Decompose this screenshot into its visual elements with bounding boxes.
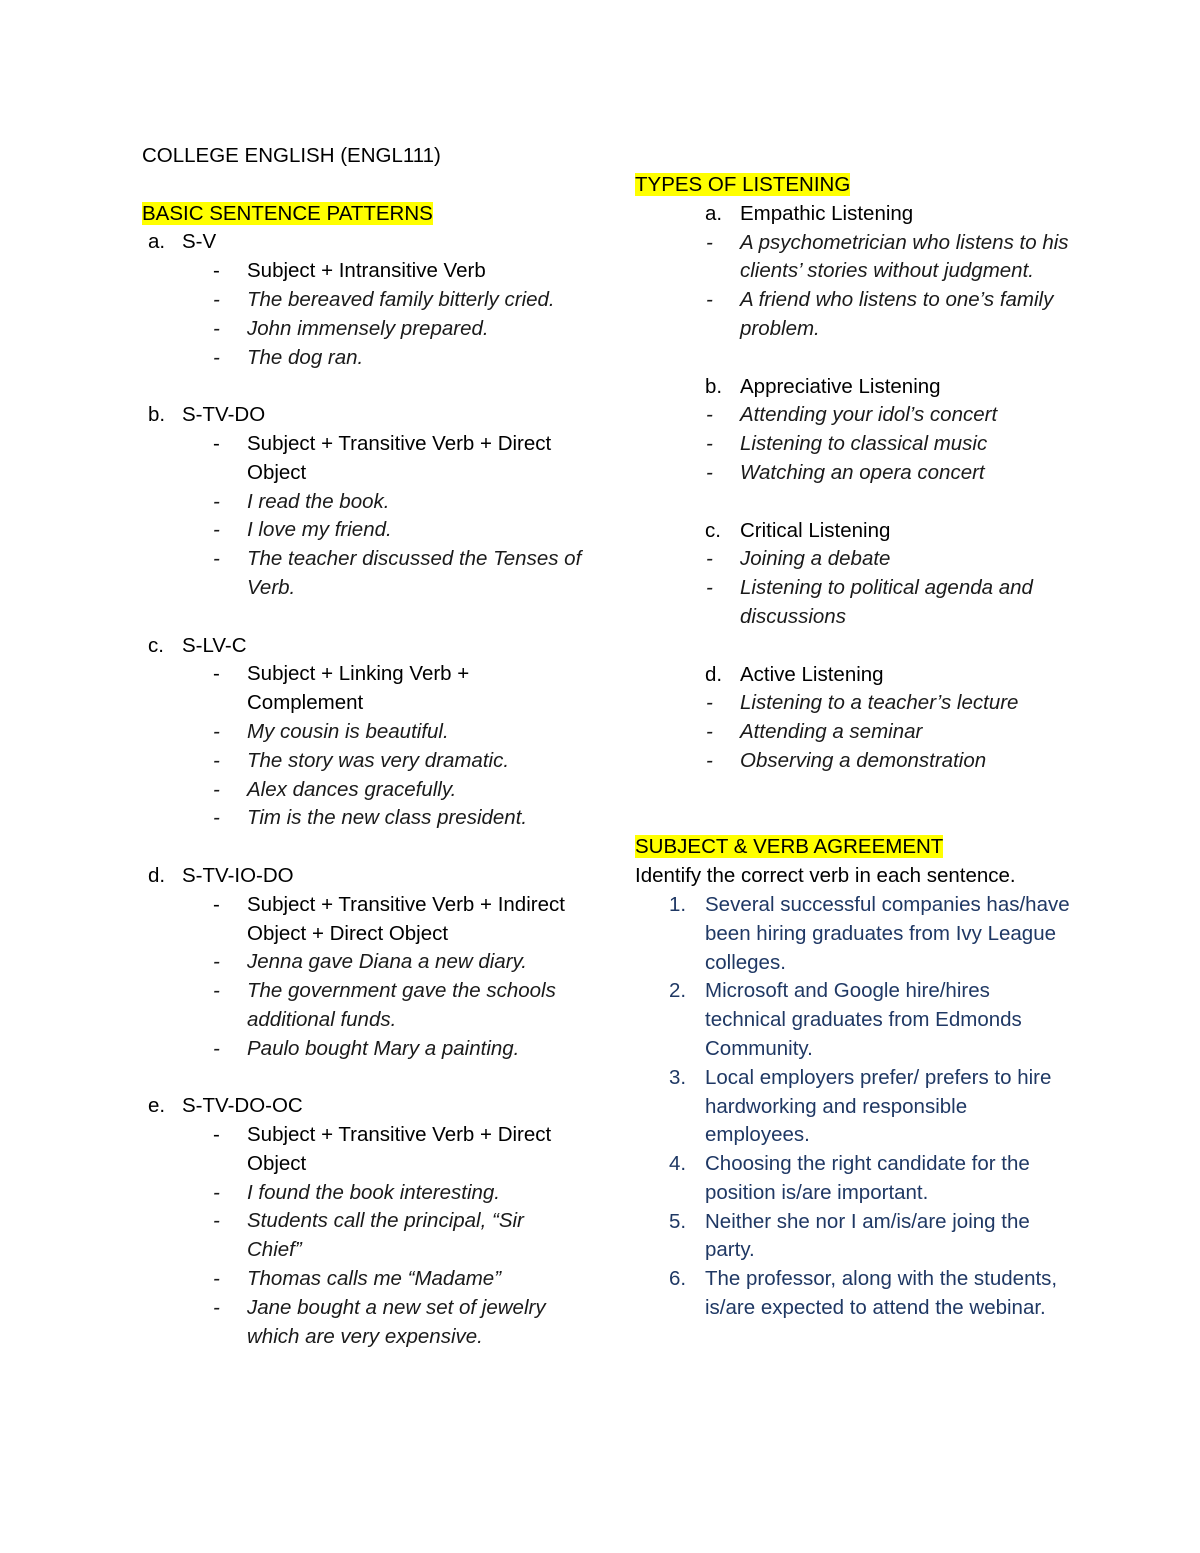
example-text: The dog ran. [247, 345, 364, 369]
example-text: I love my friend. [247, 518, 392, 542]
example-item [706, 430, 1075, 459]
listening-group-a [635, 200, 1075, 344]
spacer [635, 805, 1075, 834]
dash-bullet: - [213, 259, 220, 283]
dash-bullet: - [706, 460, 713, 484]
dash-bullet: - [213, 662, 220, 686]
spacer [635, 344, 1075, 373]
agreement-item [669, 891, 1075, 977]
example-item [706, 286, 1075, 344]
pattern-name [142, 862, 582, 891]
dash-bullet: - [706, 230, 713, 254]
pattern-items [142, 257, 582, 372]
formula-text: Subject + Intransitive Verb [247, 259, 486, 283]
spacer [635, 632, 1075, 661]
listening-examples [635, 545, 1075, 631]
left-column [142, 142, 582, 1351]
listening-type-label: Appreciative Listening [740, 374, 941, 398]
spacer [142, 372, 582, 401]
dash-bullet: - [213, 316, 220, 340]
pattern-items [142, 430, 582, 603]
section-heading-sentence-patterns [142, 200, 582, 229]
pattern-items [142, 1121, 582, 1351]
example-text: Attending a seminar [740, 720, 923, 744]
example-item [213, 977, 582, 1035]
list-letter: b. [705, 374, 723, 398]
section-heading-agreement [635, 833, 1075, 862]
item-text: Local employers prefer/ prefers to hire hardworking and responsible employees. [705, 1065, 1052, 1147]
spacer [142, 603, 582, 632]
pattern-formula [213, 891, 582, 949]
item-number: 2. [669, 979, 687, 1003]
listening-type [635, 373, 1075, 402]
listening-type [635, 661, 1075, 690]
list-letter: b. [148, 403, 166, 427]
document-title: COLLEGE ENGLISH (ENGL111) [142, 144, 441, 167]
spacer [142, 171, 582, 200]
example-item [213, 1179, 582, 1208]
example-text: The teacher discussed the Tenses of Verb. [247, 547, 582, 599]
example-item [213, 286, 582, 315]
example-item [706, 545, 1075, 574]
dash-bullet: - [213, 806, 220, 830]
item-text: Neither she nor I am/is/are joing the party. [705, 1209, 1030, 1262]
dash-bullet: - [213, 892, 220, 916]
listening-group-c [635, 517, 1075, 632]
pattern-items [142, 891, 582, 1064]
example-text: Students call the principal, “Sir Chief” [247, 1209, 524, 1262]
listening-examples [635, 401, 1075, 487]
list-letter: e. [148, 1094, 166, 1118]
example-text: Attending your idol’s concert [740, 403, 998, 427]
list-letter: a. [705, 201, 723, 225]
dash-bullet: - [213, 719, 220, 743]
example-item [706, 401, 1075, 430]
agreement-item [669, 1208, 1075, 1266]
highlighted-heading-text: BASIC SENTENCE PATTERNS [142, 201, 433, 225]
section-heading-listening [635, 171, 1075, 200]
pattern-label: S-TV-DO [182, 403, 266, 427]
highlighted-heading-text: TYPES OF LISTENING [635, 173, 851, 196]
pattern-name [142, 632, 582, 661]
pattern-formula [213, 660, 582, 718]
formula-text: Subject + Transitive Verb + Indirect Object + Direct Object [247, 892, 565, 945]
example-item [706, 574, 1075, 632]
item-text: Choosing the right candidate for the position is/are important. [705, 1152, 1030, 1204]
example-item [213, 1207, 582, 1265]
pattern-group-c [142, 632, 582, 834]
pattern-group-a [142, 228, 582, 372]
example-text: Listening to classical music [740, 432, 988, 456]
listening-type-label: Active Listening [740, 662, 884, 686]
item-number: 4. [669, 1152, 687, 1176]
example-item [213, 1265, 582, 1294]
spacer [635, 488, 1075, 517]
dash-bullet: - [213, 489, 220, 513]
listening-examples [635, 689, 1075, 775]
dash-bullet: - [706, 748, 713, 772]
formula-text: Subject + Transitive Verb + Direct Object [247, 1123, 552, 1175]
pattern-name [142, 401, 582, 430]
dash-bullet: - [213, 1209, 220, 1233]
dash-bullet: - [706, 720, 713, 744]
example-item [213, 344, 582, 373]
example-text: The government gave the schools additional funds. [247, 979, 556, 1031]
pattern-label: S-LV-C [182, 633, 247, 657]
dash-bullet: - [213, 287, 220, 311]
dash-bullet: - [706, 288, 713, 312]
dash-bullet: - [213, 950, 220, 974]
dash-bullet: - [706, 403, 713, 427]
example-item [213, 545, 582, 603]
agreement-instruction: Identify the correct verb in each sentence. [635, 864, 1016, 888]
agreement-item [669, 977, 1075, 1063]
agreement-item [669, 1265, 1075, 1323]
agreement-item [669, 1064, 1075, 1150]
example-text: Observing a demonstration [740, 748, 987, 772]
example-item [706, 459, 1075, 488]
example-text: I read the book. [247, 489, 390, 513]
dash-bullet: - [213, 345, 220, 369]
example-text: Joining a debate [740, 547, 891, 571]
dash-bullet: - [213, 431, 220, 455]
dash-bullet: - [213, 547, 220, 571]
example-text: Thomas calls me “Madame” [247, 1267, 502, 1291]
example-text: Alex dances gracefully. [247, 777, 457, 801]
listening-examples [635, 229, 1075, 344]
listening-type-label: Empathic Listening [740, 201, 914, 225]
dash-bullet: - [213, 1123, 220, 1147]
example-item [213, 1294, 582, 1352]
example-text: A psychometrician who listens to his clients’ stories without judgment. [740, 230, 1069, 283]
example-text: Jenna gave Diana a new diary. [247, 950, 527, 974]
example-item [706, 747, 1075, 776]
example-item [213, 1035, 582, 1064]
example-text: Listening to a teacher’s lecture [740, 691, 1019, 715]
listening-type [635, 200, 1075, 229]
item-number: 1. [669, 892, 687, 916]
item-number: 5. [669, 1209, 687, 1233]
listening-type [635, 517, 1075, 546]
example-item [213, 488, 582, 517]
right-column [635, 171, 1075, 1323]
dash-bullet: - [706, 432, 713, 456]
item-number: 3. [669, 1065, 687, 1089]
spacer [142, 1064, 582, 1093]
pattern-formula [213, 1121, 582, 1179]
dash-bullet: - [213, 1267, 220, 1291]
example-item [213, 776, 582, 805]
pattern-group-e [142, 1092, 582, 1351]
pattern-label: S-TV-DO-OC [182, 1094, 303, 1118]
example-item [213, 516, 582, 545]
dash-bullet: - [213, 1295, 220, 1319]
listening-group-d [635, 661, 1075, 776]
spacer [142, 833, 582, 862]
list-letter: a. [148, 230, 166, 254]
agreement-list [635, 891, 1075, 1323]
dash-bullet: - [706, 576, 713, 600]
example-text: I found the book interesting. [247, 1180, 501, 1204]
dash-bullet: - [213, 748, 220, 772]
example-text: My cousin is beautiful. [247, 719, 449, 743]
pattern-items [142, 660, 582, 833]
example-text: The bereaved family bitterly cried. [247, 287, 555, 311]
formula-text: Subject + Transitive Verb + Direct Object [247, 431, 552, 484]
dash-bullet: - [706, 691, 713, 715]
pattern-name [142, 228, 582, 257]
dash-bullet: - [213, 518, 220, 542]
dash-bullet: - [213, 1180, 220, 1204]
item-text: Several successful companies has/have been hiring graduates from Ivy League colleges. [705, 892, 1070, 974]
pattern-formula [213, 257, 582, 286]
item-number: 6. [669, 1267, 687, 1291]
list-letter: d. [148, 863, 166, 887]
example-text: John immensely prepared. [247, 316, 489, 340]
example-item [213, 747, 582, 776]
dash-bullet: - [213, 1036, 220, 1060]
example-item [706, 718, 1075, 747]
spacer [635, 776, 1075, 805]
list-letter: c. [148, 633, 164, 657]
example-item [213, 718, 582, 747]
agreement-item [669, 1150, 1075, 1208]
list-letter: c. [705, 518, 721, 542]
pattern-group-b [142, 401, 582, 603]
example-item [213, 948, 582, 977]
example-item [213, 315, 582, 344]
example-item [706, 689, 1075, 718]
listening-type-label: Critical Listening [740, 518, 891, 542]
example-text: Listening to political agenda and discussions [740, 576, 1033, 628]
listening-group-b [635, 373, 1075, 488]
example-text: Jane bought a new set of jewelry which are very expensive. [247, 1295, 546, 1348]
example-text: A friend who listens to one’s family problem. [740, 288, 1054, 340]
pattern-formula [213, 430, 582, 488]
example-text: Watching an opera concert [740, 460, 985, 484]
formula-text: Subject + Linking Verb + Complement [247, 662, 470, 715]
item-text: The professor, along with the students, is/are expected to attend the webinar. [705, 1267, 1058, 1320]
example-text: The story was very dramatic. [247, 748, 510, 772]
example-item [706, 229, 1075, 287]
dash-bullet: - [213, 777, 220, 801]
list-letter: d. [705, 662, 723, 686]
item-text: Microsoft and Google hire/hires technical graduates from Edmonds Community. [705, 979, 1022, 1060]
dash-bullet: - [706, 547, 713, 571]
example-text: Paulo bought Mary a painting. [247, 1036, 520, 1060]
pattern-group-d [142, 862, 582, 1064]
example-item [213, 804, 582, 833]
example-text: Tim is the new class president. [247, 806, 528, 830]
pattern-label: S-TV-IO-DO [182, 863, 294, 887]
pattern-label: S-V [182, 230, 217, 254]
pattern-name [142, 1092, 582, 1121]
dash-bullet: - [213, 979, 220, 1003]
highlighted-heading-text: SUBJECT & VERB AGREEMENT [635, 835, 944, 859]
